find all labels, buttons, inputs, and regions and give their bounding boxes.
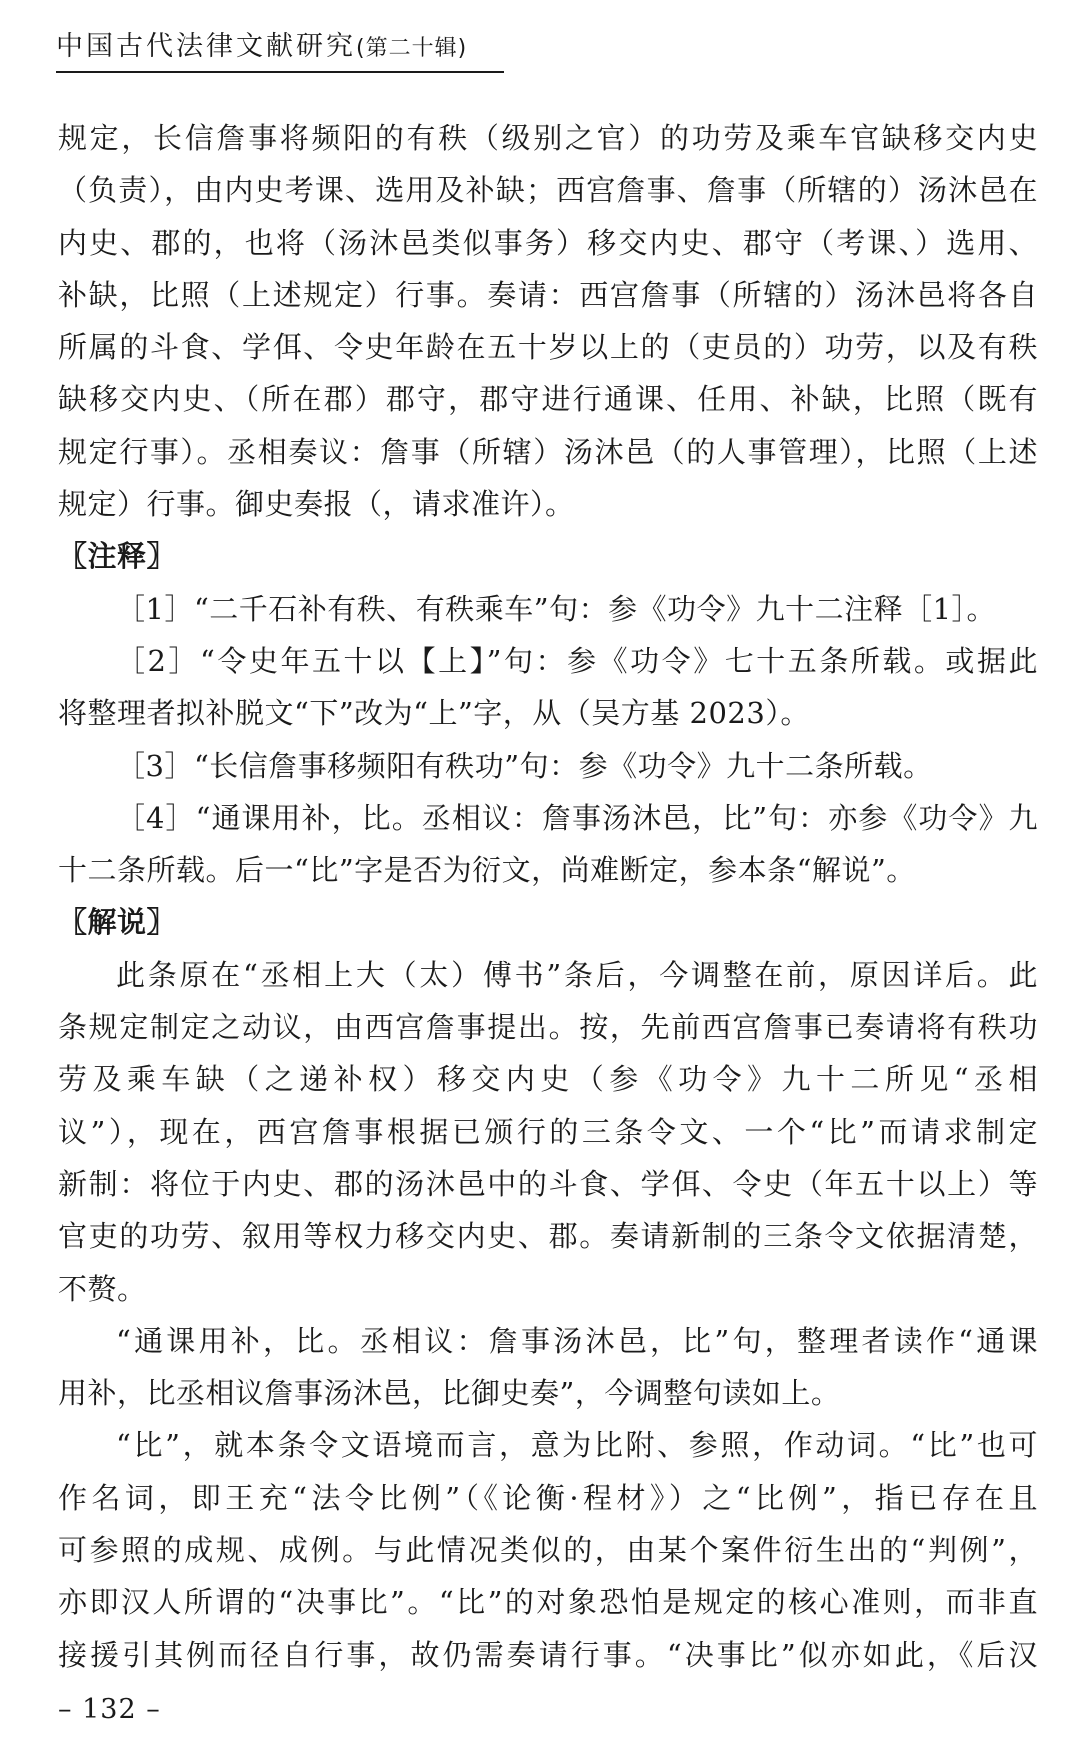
- text-line: 可参照的成规、成例。与此情况类似的，由某个案件衍生出的“判例”，: [58, 1533, 1038, 1568]
- text-line: 规定，长信詹事将频阳的有秩（级别之官）的功劳及乘车官缺移交内史: [58, 121, 1038, 155]
- section-heading: 〖解说〗: [58, 905, 177, 940]
- text-line: 新制：将位于内史、郡的汤沐邑中的斗食、学佴、令史（年五十以上）等: [58, 1166, 1038, 1201]
- journal-title: 中国古代法律文献研究: [56, 31, 356, 62]
- text-line: 用补，比丞相议詹事汤沐邑，比御史奏”，今调整句读如上。: [58, 1376, 841, 1411]
- text-line: 接援引其例而径自行事，故仍需奏请行事。“决事比”似亦如此，《后汉: [58, 1637, 1038, 1672]
- section-heading: 〖注释〗: [58, 539, 177, 574]
- text-line: 不赘。: [58, 1271, 147, 1306]
- text-line: （负责），由内史考课、选用及补缺；西宫詹事、詹事（所辖的）汤沐邑在: [58, 173, 1038, 208]
- text-line: 十二条所载。后一“比”字是否为衍文，尚难断定，参本条“解说”。: [58, 853, 916, 888]
- text-line: 议”），现在，西宫詹事根据已颁行的三条令文、一个“比”而请求制定: [58, 1114, 1038, 1149]
- text-line: “通课用补，比。丞相议：詹事汤沐邑，比”句，整理者读作“通课: [116, 1323, 1038, 1358]
- text-line: 补缺，比照（上述规定）行事。奏请：西宫詹事（所辖的）汤沐邑将各自: [58, 277, 1038, 312]
- text-line: ［3］“长信詹事移频阳有秩功”句：参《功令》九十二条所载。: [116, 748, 933, 783]
- text-line: 缺移交内史、（所在郡）郡守，郡守进行通课、任用、补缺，比照（既有: [58, 382, 1038, 417]
- text-line: 规定）行事。御史奏报（，请求准许）。: [58, 487, 575, 522]
- text-line: 亦即汉人所谓的“决事比”。“比”的对象恐怕是规定的核心准则，而非直: [58, 1585, 1038, 1620]
- text-line: ［1］“二千石补有秩、有秩乘车”句：参《功令》九十二注释［1］。: [116, 591, 997, 626]
- text-line: 条规定制定之动议，由西宫詹事提出。按，先前西宫詹事已奏请将有秩功: [58, 1010, 1038, 1045]
- page-number: – 132 –: [58, 1694, 161, 1725]
- text-line: ［4］“通课用补，比。丞相议：詹事汤沐邑，比”句：亦参《功令》九: [116, 800, 1038, 835]
- text-line: 官吏的功劳、叙用等权力移交内史、郡。奏请新制的三条令文依据清楚，: [58, 1219, 1038, 1254]
- text-line: 将整理者拟补脱文“下”改为“上”字，从（吴方基 2023）。: [58, 696, 810, 731]
- text-line: 内史、郡的，也将（汤沐邑类似事务）移交内史、郡守（考课、）选用、: [58, 225, 1038, 260]
- text-line: 作名词，即王充“法令比例”（《论衡·程材》）之“比例”，指已存在且: [58, 1480, 1038, 1515]
- text-line: 此条原在“丞相上大（太）傅书”条后，今调整在前，原因详后。此: [116, 957, 1038, 992]
- text-line: 所属的斗食、学佴、令史年龄在五十岁以上的（吏员的）功劳，以及有秩: [58, 330, 1038, 365]
- text-line: “比”，就本条令文语境而言，意为比附、参照，作动词。“比”也可: [116, 1428, 1038, 1463]
- text-line: 劳及乘车缺（之递补权）移交内史（参《功令》九十二所见“丞相: [58, 1062, 1038, 1097]
- running-header: [56, 24, 504, 73]
- text-line: ［2］“令史年五十以【上】”句：参《功令》七十五条所载。或据此: [116, 643, 1038, 678]
- journal-volume: (第二十辑): [356, 36, 468, 61]
- body-text: [58, 112, 1038, 1681]
- text-line: 规定行事）。丞相奏议：詹事（所辖）汤沐邑（的人事管理），比照（上述: [58, 434, 1038, 469]
